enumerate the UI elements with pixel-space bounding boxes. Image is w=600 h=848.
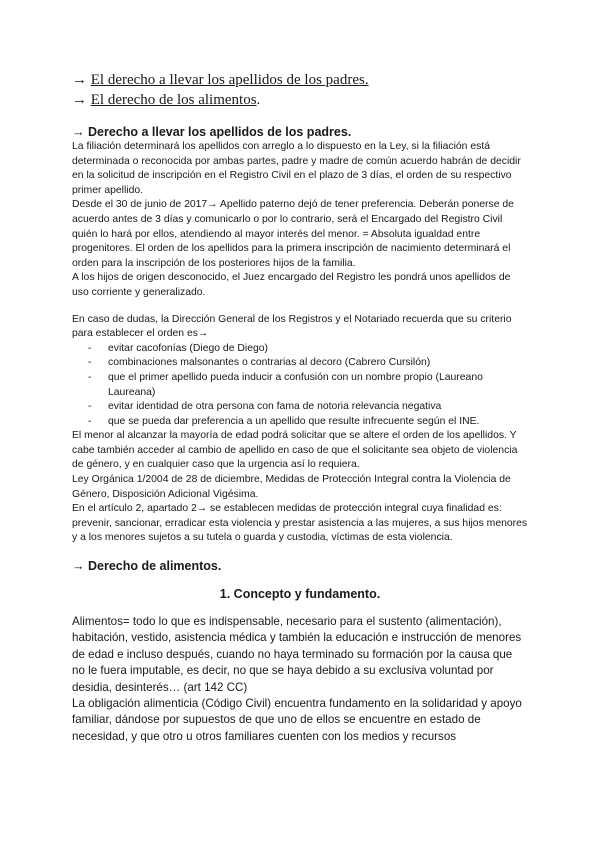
list-item: - evitar identidad de otra persona con fama de notoria relevancia negativa [108,400,528,415]
table-of-contents [72,70,532,110]
toc-item[interactable] [72,70,532,90]
toc-item-label: El derecho de los alimentos [90,92,257,108]
arrow-icon: → [72,72,87,88]
list-item: - que se pueda dar preferencia a un apellido que resulte infrecuente según el INE. [108,415,528,430]
list-item: - que el primer apellido pueda inducir a confusión con un nombre propio (Laureano Laureana) [108,371,528,400]
toc-item[interactable] [72,90,532,110]
criteria-list [72,342,528,430]
document-body [72,124,528,745]
paragraph: En caso de dudas, la Dirección General de los Registros y el Notariado recuerda que su criterio para establecer el orden es→ [72,313,512,340]
toc-item-trail: . [256,92,261,108]
section-heading: → Derecho de alimentos. [72,559,222,574]
paragraph: El menor al alcanzar la mayoría de edad podrá solicitar que se altere el orden de los apellidos. Y cabe también acceder al cambio de apellido en caso de que el solicitante sea objeto de violencia de género, y en cualquier caso que la urgencia así lo requiera. [72,430,518,471]
paragraph: Alimentos= todo lo que es indispensable, necesario para el sustento (alimentación), habitación, vestido, asistencia médica y también la educación e instrucción de menores de edad e incluso después, cuando no haya terminado su formación por la causa que no le fuera imputable, es decir, no que se haya debido a su exclusiva voluntad por desidia, desinterés… (art 142 CC) [72,615,522,694]
list-item: - combinaciones malsonantes o contrarias al decoro (Cabrero Cursilón) [108,356,528,371]
paragraph: En el artículo 2, apartado 2→ se establecen medidas de protección integral cuya finalidad es: prevenir, sancionar, erradicar esta violencia y prestar asistencia a las mujeres, a sus hijos menores y a los menores sujetos a su tutela o guarda y custodia, víctimas de esta violencia. [72,503,528,544]
list-item: - evitar cacofonías (Diego de Diego) [108,342,528,357]
subsection-heading: 1. Concepto y fundamento. [219,587,381,602]
paragraph: Ley Orgánica 1/2004 de 28 de diciembre, Medidas de Protección Integral contra la Violencia de Género, Disposición Adicional Vigésima. [72,474,511,500]
section-heading: → Derecho a llevar los apellidos de los padres. [72,125,352,139]
arrow-icon: → [72,92,87,108]
paragraph: La obligación alimenticia (Código Civil) encuentra fundamento en la solidaridad y apoyo familiar, dándose por supuestos de que uno de ellos se encuentre en estado de necesidad, y que otro u otros familiares cuenten con los medios y recursos [72,697,522,743]
toc-item-label: El derecho a llevar los apellidos de los padres. [90,72,369,88]
paragraph: Desde el 30 de junio de 2017→ Apellido paterno dejó de tener preferencia. Deberán ponerse de acuerdo antes de 3 días y comunicarlo o por lo contrario, será el Encargado del Registro Civil quién lo hará por ellos, atendiendo al mayor interés del menor. = Absoluta igualdad entre progenitores. El orden de los apellidos para la primera inscripción de nacimiento determinará el orden para la inscripción de los posteriores hijos de la familia. [72,199,514,269]
paragraph: A los hijos de origen desconocido, el Juez encargado del Registro les pondrá unos apellidos de uso corriente y generalizado. [72,272,511,298]
paragraph: La filiación determinará los apellidos con arreglo a lo dispuesto en la Ley, si la filiación está determinada o reconocida por ambas partes, padre y madre de común acuerdo habrán de decidir en la solicitud de inscripción en el Registro Civil en el plazo de 3 días, el orden de su respectivo primer apellido. [72,141,521,196]
